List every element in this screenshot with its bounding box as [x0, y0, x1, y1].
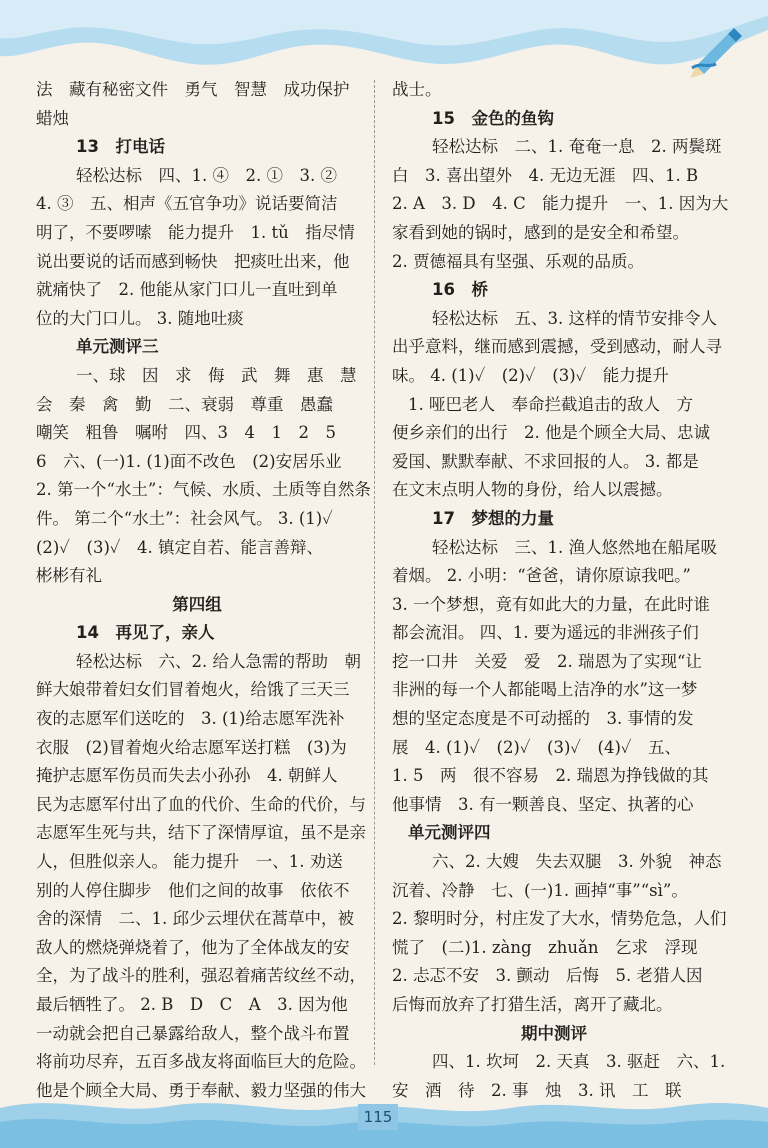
- answer-line: 明了，不要啰嗦 能力提升 1. tǔ 指尽情: [36, 222, 355, 242]
- section-heading: 14 再见了，亲人: [76, 623, 215, 643]
- answer-line: 轻松达标 二、1. 奄奄一息 2. 两鬓斑: [432, 137, 722, 157]
- answer-line: 4. ③ 五、相声《五官争功》说话要简洁: [36, 194, 338, 214]
- answer-line: 展 4. (1)✓ (2)✓ (3)✓ (4)✓ 五、: [392, 737, 682, 757]
- answer-line: 非洲的每一个人都能喝上洁净的水”这一梦: [392, 680, 698, 700]
- answer-line: 轻松达标 三、1. 渔人悠然地在船尾吸: [432, 537, 717, 557]
- section-heading: 期中测评: [521, 1023, 587, 1043]
- answer-line: 彬彬有礼: [36, 566, 102, 586]
- answer-line: 舍的深情 二、1. 邱少云埋伏在蒿草中，被: [36, 909, 354, 929]
- answer-line: 2. 忐忑不安 3. 颤动 后悔 5. 老猎人因: [392, 966, 703, 986]
- answer-line: 志愿军生死与共，结下了深情厚谊，虽不是亲: [36, 823, 366, 843]
- answer-line: 蜡烛: [36, 108, 69, 128]
- answer-line: 便乡亲们的出行 2. 他是个顾全大局、忠诚: [392, 423, 710, 443]
- answer-line: 衣服 (2)冒着炮火给志愿军送打糕 (3)为: [36, 737, 347, 757]
- answer-line: 民为志愿军付出了血的代价、生命的代价，与: [36, 794, 366, 814]
- answer-line: 2. A 3. D 4. C 能力提升 一、1. 因为大: [392, 194, 729, 214]
- answer-line: 1. 哑巴老人 奉命拦截追击的敌人 方: [408, 394, 693, 414]
- answer-line: 敌人的燃烧弹烧着了，他为了全体战友的安: [36, 937, 350, 957]
- left-answer-column: [36, 76, 371, 1105]
- answer-line: 在文末点明人物的身份，给人以震撼。: [392, 480, 673, 500]
- section-heading: 单元测评四: [408, 823, 491, 843]
- section-heading: 第四组: [172, 594, 222, 614]
- answer-line: 挖一口井 关爱 爱 2. 瑞恩为了实现“让: [392, 651, 702, 671]
- answer-line: 后悔而放弃了打猎生活，离开了藏北。: [392, 995, 673, 1014]
- answer-line: 全，为了战斗的胜利，强忍着痛苦纹丝不动，: [36, 966, 366, 986]
- answer-line: 爱国、默默奉献、不求回报的人。 3. 都是: [392, 451, 699, 471]
- answer-line: 出乎意料，继而感到震撼，受到感动，耐人寻: [392, 337, 722, 357]
- section-heading: 13 打电话: [76, 137, 165, 157]
- answer-line: 沉着、冷静 七、(一)1. 画掉“事”“sì”。: [392, 880, 688, 900]
- section-heading: 单元测评三: [76, 337, 159, 357]
- right-answer-column: [392, 76, 729, 1105]
- answer-line: 战士。: [392, 80, 442, 99]
- answer-line: 想的坚定态度是不可动摇的 3. 事情的发: [392, 709, 694, 729]
- answer-line: 慌了 (二)1. zàng zhuǎn 乞求 浮现: [392, 937, 698, 957]
- answer-line: 白 3. 喜出望外 4. 无边无涯 四、1. B: [392, 165, 699, 185]
- section-heading: 16 桥: [432, 280, 488, 300]
- answer-line: 别的人停住脚步 他们之间的故事 依依不: [36, 880, 350, 900]
- answer-line: 六、2. 大嫂 失去双腿 3. 外貌 神态: [432, 852, 722, 872]
- answer-line: 一、球 因 求 侮 武 舞 惠 慧: [76, 365, 357, 385]
- answer-line: 家看到她的锅时，感到的是安全和希望。: [392, 222, 689, 242]
- answer-line: 一动就会把自己暴露给敌人，整个战斗布置: [36, 1023, 350, 1043]
- answer-line: 掩护志愿军伤员而失去小孙孙 4. 朝鲜人: [36, 766, 338, 786]
- answer-line: 2. 贾德福具有坚强、乐观的品质。: [392, 251, 644, 271]
- section-heading: 15 金色的鱼钩: [432, 108, 554, 128]
- answer-line: 鲜大娘带着妇女们冒着炮火，给饿了三天三: [36, 680, 350, 700]
- page-number: 115: [358, 1104, 398, 1130]
- answer-line: 最后牺牲了。 2. B D C A 3. 因为他: [36, 995, 348, 1014]
- answer-line: 件。 第二个“水土”：社会风气。 3. (1)✓: [36, 508, 333, 528]
- answer-line: 2. 第一个“水土”：气候、水质、土质等自然条: [36, 480, 371, 500]
- answer-line: 法 藏有秘密文件 勇气 智慧 成功保护: [36, 80, 350, 99]
- top-wave-banner: [0, 0, 768, 82]
- column-divider: [374, 80, 375, 1065]
- answer-line: 说出要说的话而感到畅快 把痰吐出来，他: [36, 251, 350, 271]
- pencil-icon: [686, 18, 746, 78]
- answer-line: 夜的志愿军们送吃的 3. (1)给志愿军洗补: [36, 709, 345, 729]
- answer-line: 轻松达标 六、2. 给人急需的帮助 朝: [76, 651, 361, 671]
- answer-line: 都会流泪。 四、1. 要为遥远的非洲孩子们: [392, 623, 699, 643]
- answer-line: 他是个顾全大局、勇于奉献、毅力坚强的伟大: [36, 1080, 366, 1100]
- answer-line: 1. 5 两 很不容易 2. 瑞恩为挣钱做的其: [392, 766, 709, 786]
- answer-line: 味。 4. (1)✓ (2)✓ (3)✓ 能力提升: [392, 365, 669, 385]
- answer-line: 人，但胜似亲人。 能力提升 一、1. 劝送: [36, 852, 343, 872]
- answer-line: 四、1. 坎坷 2. 天真 3. 驱赶 六、1.: [432, 1052, 726, 1072]
- answer-line: 将前功尽弃，五百多战友将面临巨大的危险。: [36, 1052, 366, 1072]
- answer-line: (2)✓ (3)✓ 4. 镇定自若、能言善辩、: [36, 537, 324, 557]
- answer-line: 嘲笑 粗鲁 嘱咐 四、3 4 1 2 5: [36, 423, 336, 443]
- answer-line: 会 秦 禽 勤 二、衰弱 尊重 愚蠢: [36, 394, 333, 414]
- answer-line: 他事情 3. 有一颗善良、坚定、执著的心: [392, 794, 694, 814]
- section-heading: 17 梦想的力量: [432, 508, 554, 528]
- answer-line: 6 六、(一)1. (1)面不改色 (2)安居乐业: [36, 451, 342, 471]
- answer-line: 就痛快了 2. 他能从家门口儿一直吐到单: [36, 280, 338, 300]
- answer-line: 2. 黎明时分，村庄发了大水，情势危急，人们: [392, 909, 727, 929]
- answer-line: 3. 一个梦想，竟有如此大的力量，在此时谁: [392, 594, 710, 614]
- answer-line: 着烟。 2. 小明：“爸爸，请你原谅我吧。”: [392, 566, 691, 586]
- answer-line: 轻松达标 四、1. ④ 2. ① 3. ②: [76, 165, 337, 185]
- answer-line: 轻松达标 五、3. 这样的情节安排令人: [432, 308, 717, 328]
- answer-line: 位的大门口儿。 3. 随地吐痰: [36, 308, 244, 328]
- answer-line: 安 酒 待 2. 事 烛 3. 讯 工 联: [392, 1080, 682, 1100]
